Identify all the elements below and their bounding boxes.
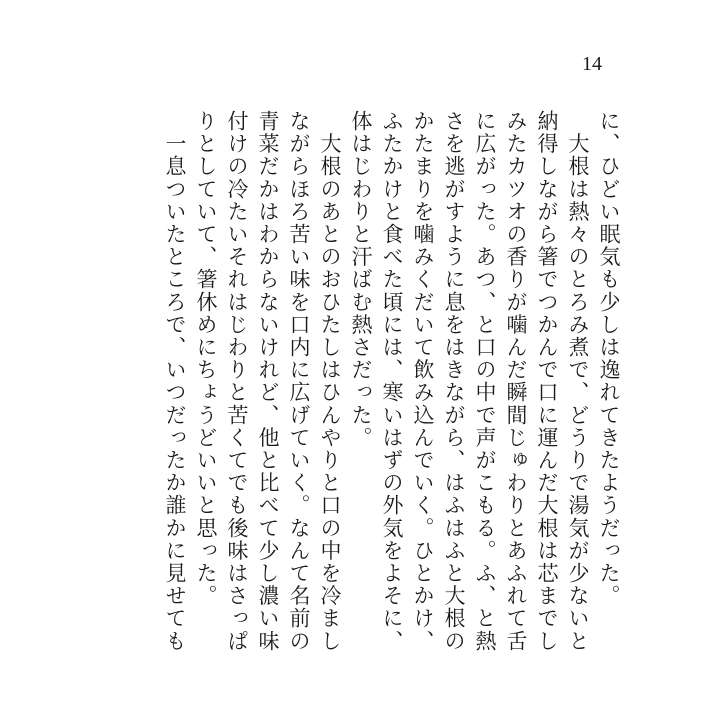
text-line: りとしていて、箸休めにちょうどいいと思った。	[194, 110, 218, 608]
text-line: に広がった。あつ、と口の中で声がこもる。ふ、と熱	[473, 110, 497, 653]
text-line: みたカツオの香りが噛んだ瞬間じゅわりとあふれて舌	[504, 110, 528, 653]
text-line: 青菜だかはわからないけれど、他と比べて少し濃い味	[256, 110, 280, 653]
text-line: さを逃がすように息をはきながら、はふはふと大根の	[442, 110, 466, 653]
text-line: 大根のあとのおひたしはひんやりと口の中を冷まし	[318, 110, 342, 653]
text-line: 一息ついたところで、いつだったか誰かに見せても	[163, 110, 187, 653]
text-line: かたまりを噛みくだいて飲み込んでいく。ひとかけ、	[411, 110, 435, 653]
text-line: ふたかけと食べた頃には、寒いはずの外気をよそに、	[380, 110, 404, 653]
text-line: ながらほろ苦い味を口内に広げていく。なんて名前の	[287, 110, 311, 653]
text-line: 大根は熱々のとろみ煮で、どうりで湯気が少ないと	[566, 110, 590, 653]
page-number: 14	[582, 53, 602, 75]
text-line: 付けの冷たいそれはじわりと苦くてでも後味はさっぱ	[225, 110, 249, 653]
text-line: 納得しながら箸でつかんで口に運んだ大根は芯までし	[535, 110, 559, 653]
text-line: に、ひどい眠気も少しは逸れてきたようだった。	[597, 110, 621, 608]
text-line: 体はじわりと汗ばむ熱さだった。	[349, 110, 373, 449]
body-text	[150, 110, 621, 653]
